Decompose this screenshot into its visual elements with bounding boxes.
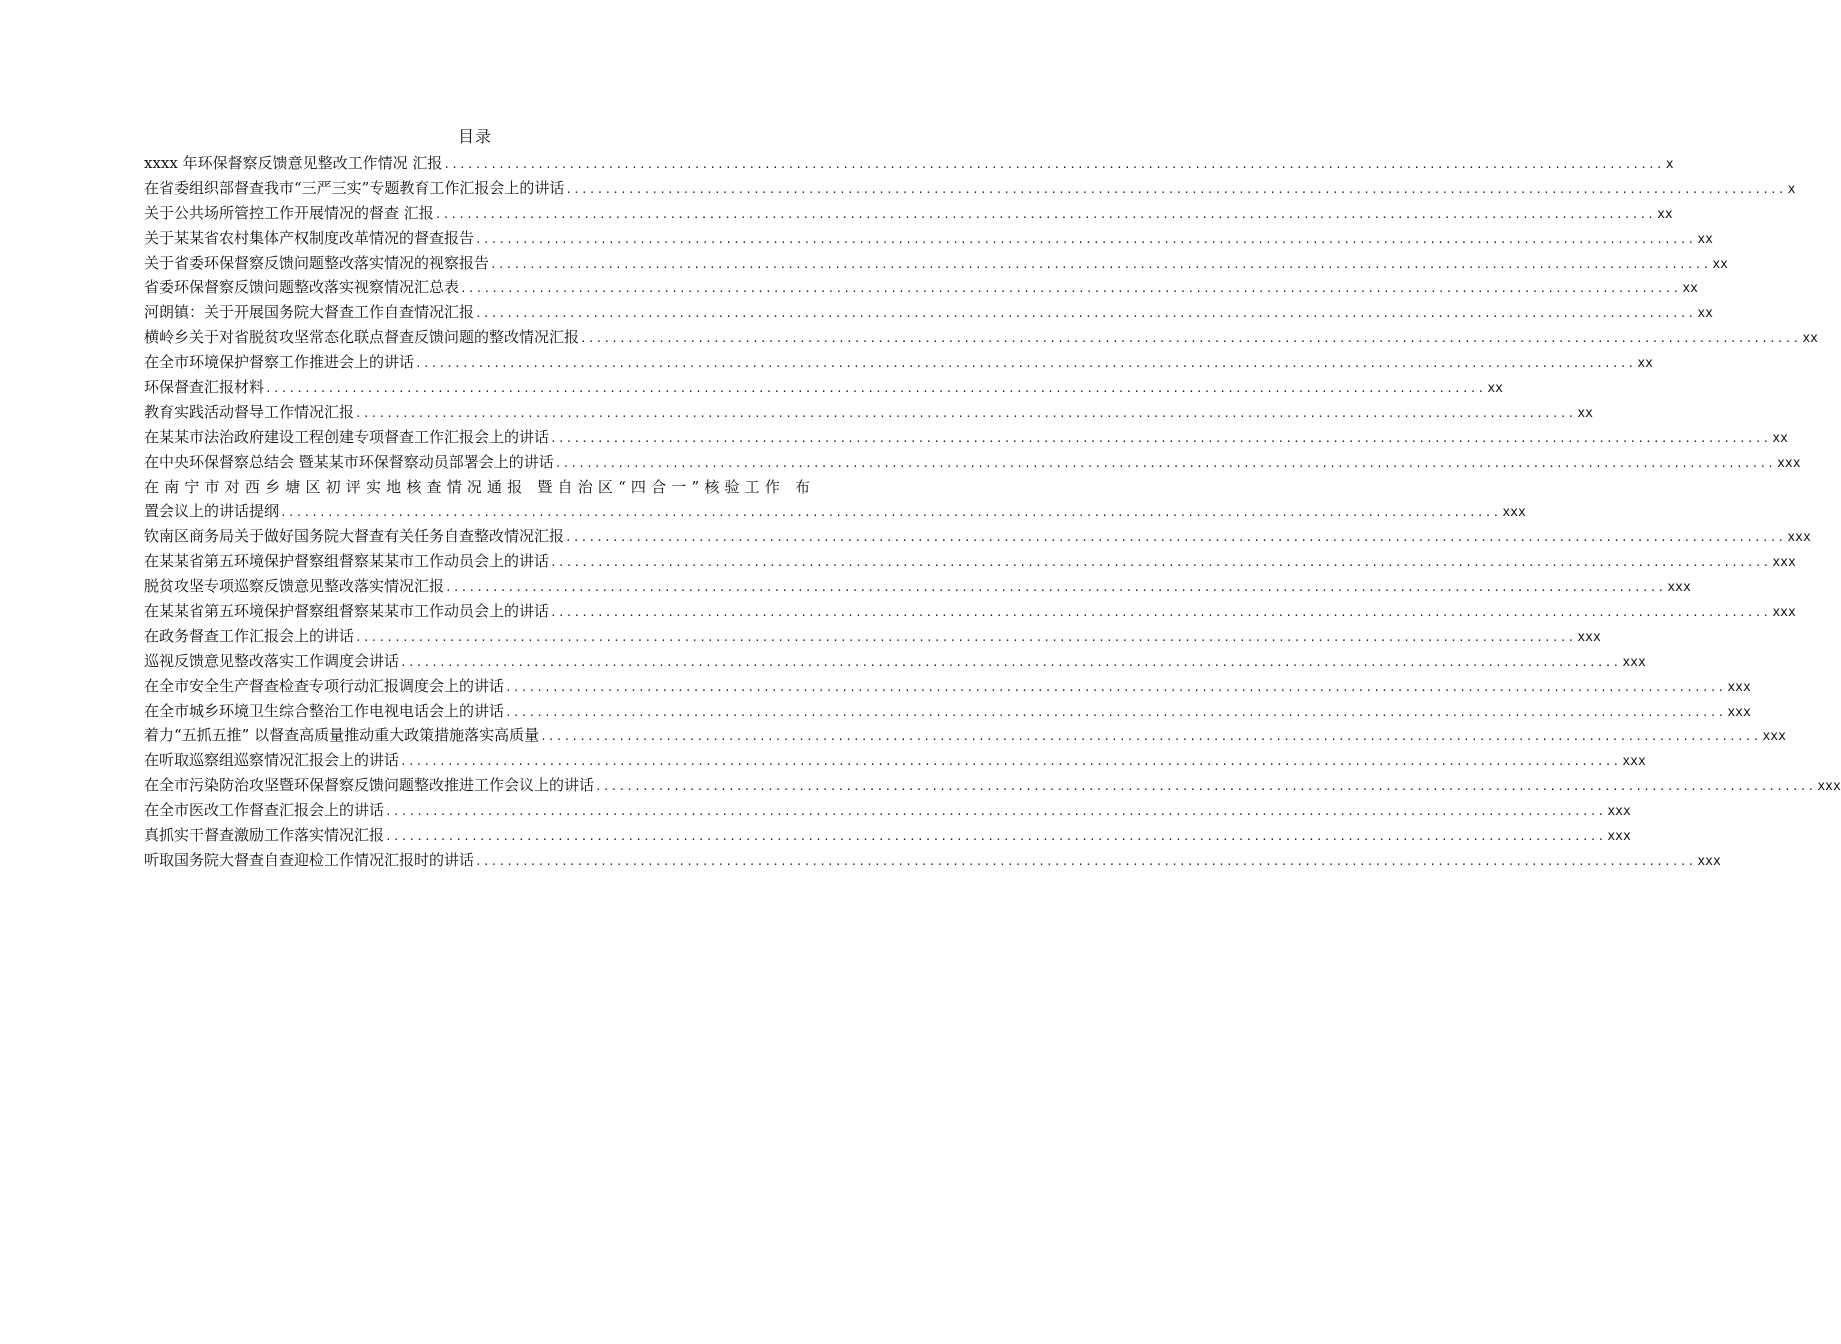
toc-page-number: xxx: [1577, 629, 1601, 645]
toc-entry[interactable]: [144, 226, 1713, 251]
toc-leader-dots: [549, 551, 1770, 576]
toc-leader-dots: [354, 402, 1575, 427]
toc-entry[interactable]: [144, 450, 1801, 475]
toc-entry-text: 钦南区商务局关于做好国务院大督查有关任务自查整改情况汇报: [144, 527, 565, 546]
toc-leader-dots: [399, 750, 1620, 775]
toc-entry-text: 在全市环境保护督察工作推进会上的讲话: [144, 353, 415, 372]
toc-leader-dots: [489, 253, 1710, 278]
toc-entry[interactable]: [144, 151, 1674, 176]
toc-page-number: x: [1665, 157, 1674, 172]
toc-page-number: xx: [1577, 405, 1593, 421]
toc-entry-text: 横岭乡关于对省脱贫攻坚常态化联点督查反馈问题的整改情况汇报: [144, 328, 580, 347]
toc-entry[interactable]: [144, 798, 1631, 823]
toc-entry[interactable]: [144, 300, 1713, 325]
toc-entry[interactable]: [144, 325, 1818, 350]
toc-page-number: xxx: [1502, 505, 1526, 521]
toc-page-number: xx: [1697, 231, 1713, 247]
toc-page-number: xx: [1772, 430, 1788, 446]
toc-leader-dots: [264, 377, 1485, 402]
toc-page-number: xx: [1802, 331, 1818, 347]
toc-page-number: x: [1787, 181, 1796, 197]
toc-entry-text: 听取国务院大督查自查迎检工作情况汇报时的讲话: [144, 850, 475, 869]
toc-page-number: xx: [1682, 281, 1698, 297]
toc-leader-dots: [549, 427, 1770, 452]
toc-leader-dots: [594, 775, 1815, 800]
toc-page-number: xxx: [1667, 580, 1691, 596]
toc-entry-text: 着力“五抓五推” 以督查高质量推动重大政策措施落实高质量: [144, 726, 540, 745]
toc-entry-text: 环保督查汇报材料: [144, 378, 265, 397]
toc-entry-text: 在听取巡察组巡察情况汇报会上的讲话: [144, 751, 400, 770]
toc-entry[interactable]: [144, 425, 1788, 450]
toc-entry[interactable]: [144, 400, 1593, 425]
toc-entry-text: 关于省委环保督察反馈问题整改落实情况的视察报告: [144, 253, 490, 272]
toc-page-number: xxx: [1787, 530, 1811, 546]
toc-page-number: xxx: [1607, 804, 1631, 820]
toc-page-number: xx: [1637, 356, 1653, 372]
toc-page-number: xxx: [1777, 455, 1801, 471]
toc-entry-text: 在全市安全生产督查检查专项行动汇报调度会上的讲话: [144, 676, 505, 695]
toc-entry[interactable]: [144, 599, 1796, 624]
toc-entry-text: 省委环保督察反馈问题整改落实视察情况汇总表: [144, 278, 460, 297]
toc-page-number: xx: [1487, 381, 1503, 397]
toc-title: 目录: [457, 127, 492, 146]
toc-entry-text: 关于公共场所管控工作开展情况的督查 汇报: [144, 203, 434, 222]
toc-entry-text: 真抓实干督查激励工作落实情况汇报: [144, 826, 385, 845]
toc-entry[interactable]: [144, 350, 1653, 375]
toc-page-number: xx: [1712, 256, 1728, 272]
toc-entry[interactable]: [144, 624, 1601, 649]
table-of-contents: [144, 151, 1841, 873]
toc-leader-dots: [504, 676, 1725, 701]
toc-entry-text: 在政务督查工作汇报会上的讲话: [144, 626, 355, 645]
toc-leader-dots: [579, 327, 1800, 352]
toc-entry[interactable]: [144, 251, 1728, 276]
toc-page-number: xxx: [1772, 605, 1796, 621]
toc-page-number: xxx: [1727, 679, 1751, 695]
toc-leader-dots: [564, 178, 1785, 203]
toc-leader-dots: [459, 277, 1680, 302]
toc-entry-text: 在中央环保督察总结会 暨某某市环保督察动员部署会上的讲话: [144, 452, 554, 471]
toc-page-number: xx: [1657, 206, 1673, 222]
toc-entry-text: 在某某省第五环境保护督察组督察某某市工作动员会上的讲话: [144, 602, 550, 621]
toc-leader-dots: [442, 153, 1663, 178]
toc-entry[interactable]: [144, 524, 1811, 549]
toc-entry-text: 在南宁市对西乡塘区初评实地核查情况通报 暨自治区“四合一”核验工作 布: [144, 477, 810, 496]
toc-entry-text: 巡视反馈意见整改落实工作调度会讲话: [144, 651, 400, 670]
toc-leader-dots: [554, 452, 1775, 477]
toc-entry[interactable]: [144, 549, 1796, 574]
toc-leader-dots: [444, 576, 1665, 601]
toc-entry-text: xxxx 年环保督察反馈意见整改工作情况 汇报: [144, 154, 443, 172]
toc-entry-text: 河朗镇：关于开展国务院大督查工作自查情况汇报: [144, 303, 475, 322]
toc-entry-text: 关于某某省农村集体产权制度改革情况的督查报告: [144, 228, 475, 247]
toc-leader-dots: [384, 800, 1605, 825]
toc-entry-text: 脱贫攻坚专项巡察反馈意见整改落实情况汇报: [144, 577, 445, 596]
toc-entry-text: 置会议上的讲话提纲: [144, 502, 280, 521]
toc-entry-text: 在省委组织部督查我市“三严三实”专题教育工作汇报会上的讲话: [144, 178, 565, 197]
toc-entry[interactable]: [144, 176, 1796, 201]
toc-leader-dots: [399, 651, 1620, 676]
toc-leader-dots: [474, 228, 1695, 253]
toc-entry[interactable]: [144, 748, 1646, 773]
toc-entry[interactable]: [144, 475, 810, 500]
toc-page-number: xx: [1697, 306, 1713, 322]
toc-entry[interactable]: [144, 375, 1503, 400]
toc-entry[interactable]: [144, 848, 1721, 873]
toc-entry-text: 在某某省第五环境保护督察组督察某某市工作动员会上的讲话: [144, 552, 550, 571]
toc-leader-dots: [549, 601, 1770, 626]
toc-page-number: xxx: [1762, 729, 1786, 745]
toc-leader-dots: [434, 203, 1655, 228]
toc-leader-dots: [474, 302, 1695, 327]
toc-page-number: xxx: [1772, 555, 1796, 571]
toc-entry-text: 在全市污染防治攻坚暨环保督察反馈问题整改推进工作会议上的讲话: [144, 776, 595, 795]
toc-page-number: xxx: [1622, 754, 1646, 770]
toc-leader-dots: [539, 725, 1760, 750]
toc-entry[interactable]: [144, 649, 1646, 674]
toc-page-number: xxx: [1622, 654, 1646, 670]
toc-leader-dots: [354, 626, 1575, 651]
toc-entry[interactable]: [144, 275, 1698, 300]
toc-entry-text: 在全市医改工作督查汇报会上的讲话: [144, 801, 385, 820]
toc-leader-dots: [504, 701, 1725, 726]
toc-entry-text: 教育实践活动督导工作情况汇报: [144, 402, 355, 421]
toc-leader-dots: [564, 526, 1785, 551]
toc-entry-text: 在某某市法治政府建设工程创建专项督查工作汇报会上的讲话: [144, 427, 550, 446]
toc-entry[interactable]: [144, 674, 1751, 699]
toc-leader-dots: [384, 825, 1605, 850]
toc-page-number: xxx: [1697, 853, 1721, 869]
toc-entry[interactable]: [144, 699, 1751, 724]
toc-page-number: xxx: [1727, 704, 1751, 720]
toc-entry[interactable]: [144, 201, 1673, 226]
toc-entry[interactable]: [144, 574, 1691, 599]
toc-entry[interactable]: [144, 773, 1841, 798]
toc-entry[interactable]: [144, 823, 1631, 848]
toc-entry[interactable]: [144, 499, 1526, 524]
toc-page-number: xxx: [1607, 829, 1631, 845]
toc-leader-dots: [474, 850, 1695, 875]
toc-entry[interactable]: [144, 723, 1786, 748]
toc-leader-dots: [279, 501, 1500, 526]
toc-entry-text: 在全市城乡环境卫生综合整治工作电视电话会上的讲话: [144, 701, 505, 720]
toc-leader-dots: [414, 352, 1635, 377]
toc-page-number: xxx: [1817, 779, 1841, 795]
